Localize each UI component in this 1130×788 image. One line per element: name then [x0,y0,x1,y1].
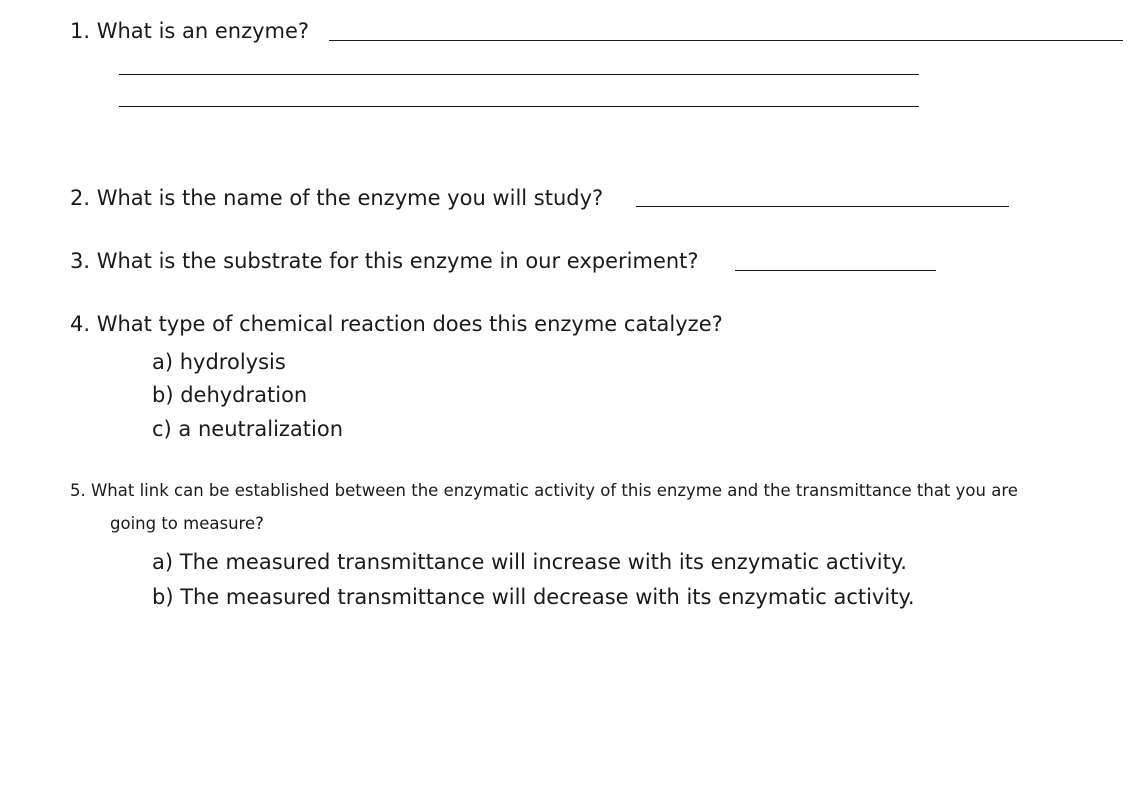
question-1: 1. What is an enzyme? [70,19,310,43]
question-5-line2: going to measure? [110,514,264,533]
question-4: 4. What type of chemical reaction does this enzyme catalyze? [70,312,723,336]
q5-option-b[interactable]: b) The measured transmittance will decrease with its enzymatic activity. [152,585,915,609]
question-5-line1: 5. What link can be established between the enzymatic activity of this enzyme and the transmittance that you are [70,481,1018,500]
q4-option-c[interactable]: c) a neutralization [152,417,344,441]
q4-option-a[interactable]: a) hydrolysis [152,350,286,374]
answer-blank-q1-line3[interactable] [119,106,919,107]
answer-blank-q2[interactable] [636,206,1009,207]
question-3: 3. What is the substrate for this enzyme in our experiment? [70,249,699,273]
question-2: 2. What is the name of the enzyme you will study? [70,186,604,210]
q4-option-b[interactable]: b) dehydration [152,383,308,407]
answer-blank-q1-line1[interactable] [329,40,1123,41]
answer-blank-q3[interactable] [735,270,936,271]
answer-blank-q1-line2[interactable] [119,74,919,75]
q5-option-a[interactable]: a) The measured transmittance will increase with its enzymatic activity. [152,550,907,574]
